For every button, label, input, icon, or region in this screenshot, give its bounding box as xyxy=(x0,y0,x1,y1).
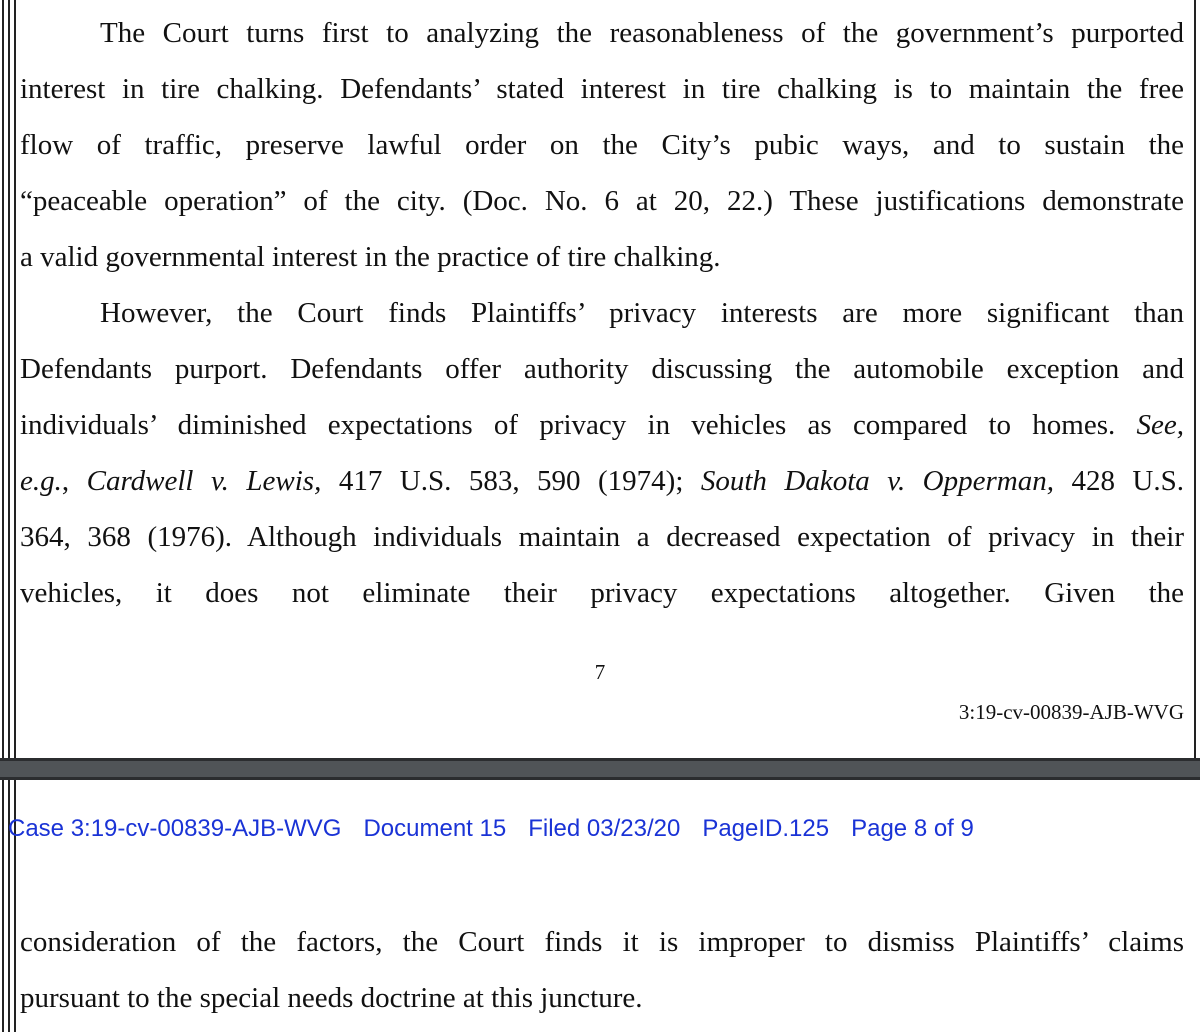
paragraph-2-line-1: However, the Court finds Plaintiffs’ privacy interests are more significant than xyxy=(100,297,1184,329)
case-name-cardwell: Cardwell v. Lewis, xyxy=(86,465,322,497)
separator-edge-top xyxy=(0,758,1200,761)
text-run: 428 U.S. xyxy=(1053,465,1184,497)
header-page-id: PageID.125 xyxy=(702,815,830,842)
paragraph-1-line-5: a valid governmental interest in the practice of tire chalking. xyxy=(20,241,721,273)
text-run: , xyxy=(61,465,87,497)
paragraph-1-line-3: flow of traffic, preserve lawful order on the City’s pubic ways, and to sustain the xyxy=(20,129,1184,161)
paragraph-1-line-1: The Court turns first to analyzing the reasonableness of the government’s purported xyxy=(100,17,1184,49)
text-run: 417 U.S. 583, 590 (1974); xyxy=(321,465,701,497)
footer-case-number: 3:19-cv-00839-AJB-WVG xyxy=(958,700,1184,724)
header-filed: Filed 03/23/20 xyxy=(528,815,681,842)
paragraph-2-line-2: Defendants purport. Defendants offer authority discussing the automobile exception and xyxy=(20,353,1184,385)
paragraph-2-line-6: vehicles, it does not eliminate their privacy expectations altogether. Given the xyxy=(20,577,1184,609)
header-page-of: Page 8 of 9 xyxy=(851,815,974,842)
separator-edge-bottom xyxy=(0,777,1200,780)
page-number: 7 xyxy=(594,660,606,684)
next-page-line-2: pursuant to the special needs doctrine at this juncture. xyxy=(20,982,643,1014)
paragraph-1-line-4: “peaceable operation” of the city. (Doc. No. 6 at 20, 22.) These justifications demonstrate xyxy=(20,185,1184,217)
paragraph-1-line-2: interest in tire chalking. Defendants’ stated interest in tire chalking is to maintain the free xyxy=(20,73,1184,105)
ecf-header-stamp xyxy=(8,815,996,843)
text-run: individuals’ diminished expectations of privacy in vehicles as compared to homes. xyxy=(20,409,1137,441)
paragraph-2-line-5: 364, 368 (1976). Although individuals maintain a decreased expectation of privacy in their xyxy=(20,521,1184,553)
citation-signal-eg: e.g. xyxy=(20,465,62,497)
citation-signal: See, xyxy=(1136,409,1184,441)
paragraph-2-line-4 xyxy=(20,461,1184,501)
header-case: Case 3:19-cv-00839-AJB-WVG xyxy=(8,815,342,842)
page-separator xyxy=(0,758,1200,780)
next-page-line-1: consideration of the factors, the Court finds it is improper to dismiss Plaintiffs’ claims xyxy=(20,926,1184,958)
header-document: Document 15 xyxy=(363,815,507,842)
case-name-opperman: South Dakota v. Opperman, xyxy=(700,465,1054,497)
paragraph-2-line-3 xyxy=(20,405,1184,445)
